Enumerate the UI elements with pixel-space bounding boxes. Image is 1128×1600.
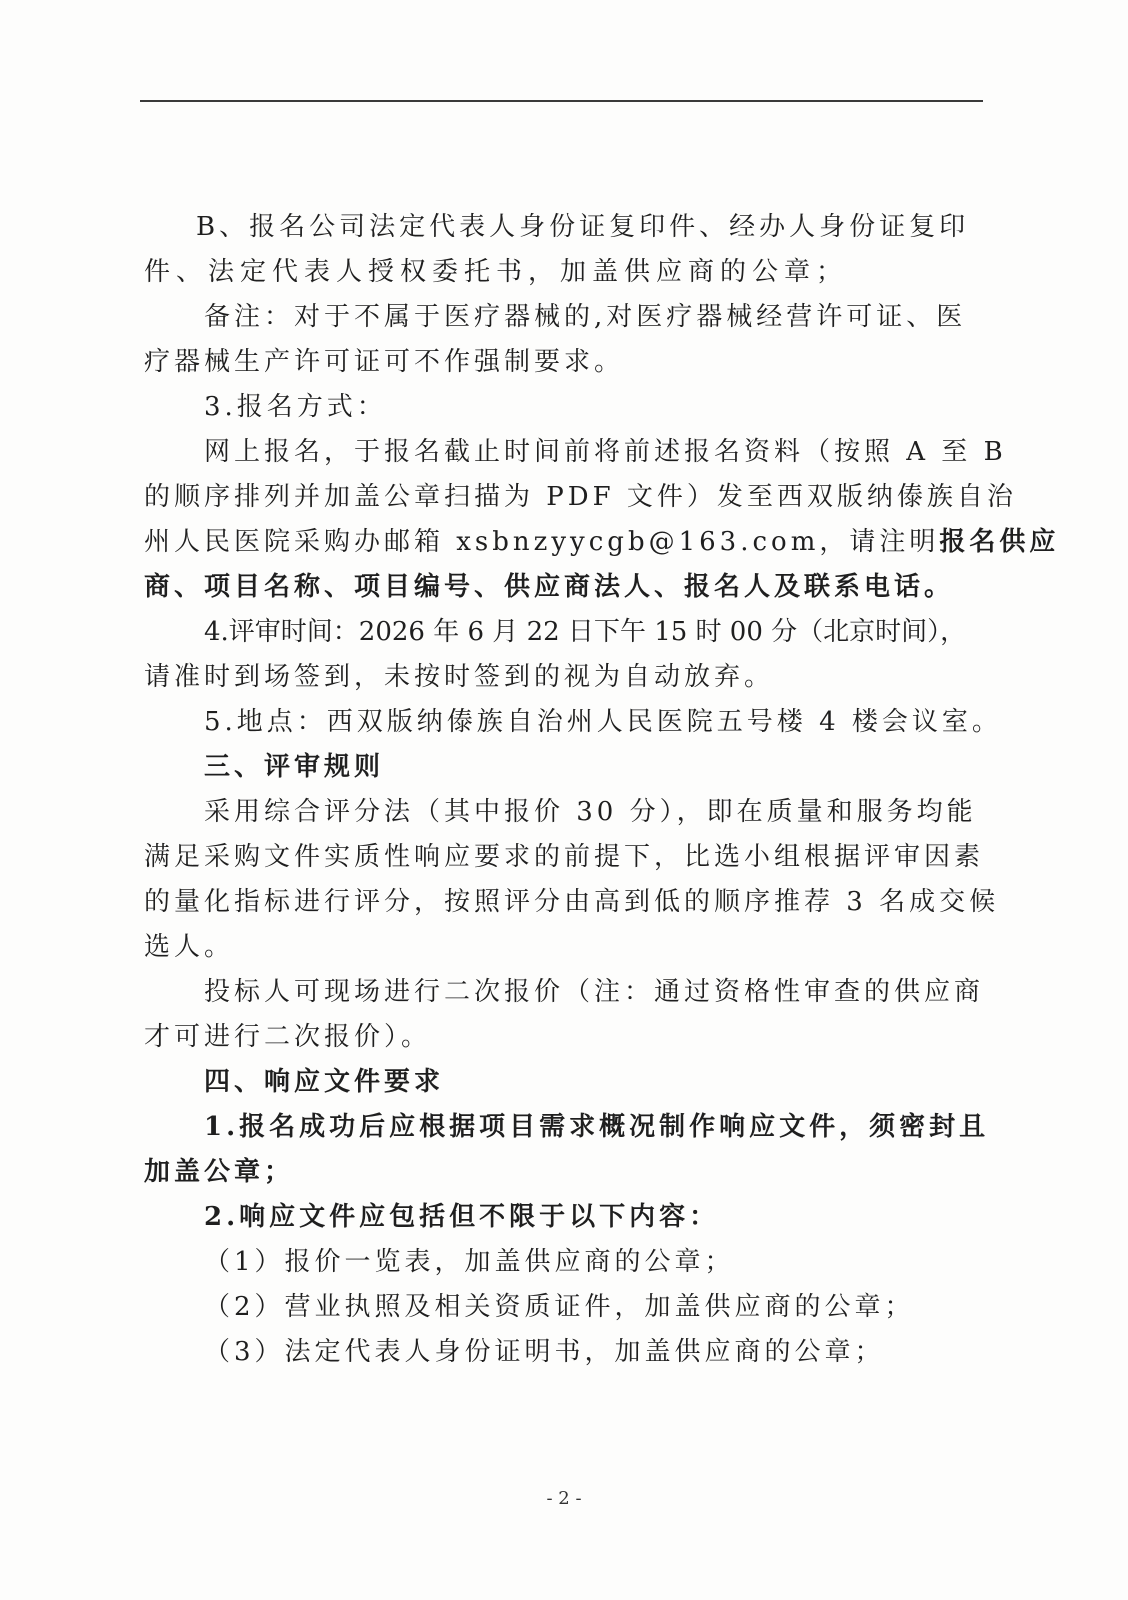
list-item: （1）报价一览表，加盖供应商的公章； [204,1247,735,1277]
text-segment: 州人民医院采购办邮箱 xsbnzyycgb@163.com，请注明 [144,527,940,557]
list-item: （2）营业执照及相关资质证件，加盖供应商的公章； [204,1292,915,1322]
text-line [144,520,1060,565]
text-line: 满足采购文件实质性响应要求的前提下，比选小组根据评审因素 [144,842,985,872]
text-line: 5.地点：西双版纳傣族自治州人民医院五号楼 4 楼会议室。 [204,707,1002,737]
text-line: 备注：对于不属于医疗器械的,对医疗器械经营许可证、医 [204,302,967,332]
section-heading: 四、响应文件要求 [204,1067,445,1097]
text-line: 采用综合评分法（其中报价 30 分），即在质量和服务均能 [204,797,977,827]
text-line: 件、法定代表人授权委托书，加盖供应商的公章； [144,257,849,287]
text-line-bold: 商、项目名称、项目编号、供应商法人、报名人及联系电话。 [144,572,955,602]
text-line: 请准时到场签到，未按时签到的视为自动放弃。 [144,662,775,692]
text-line: 才可进行二次报价）。 [144,1022,432,1052]
text-line: 投标人可现场进行二次报价（注：通过资格性审查的供应商 [204,977,985,1007]
text-line: B、报名公司法定代表人身份证复印件、经办人身份证复印 [196,212,970,242]
page-number: - 2 - [546,1488,582,1509]
text-line-bold: 1.报名成功后应根据项目需求概况制作响应文件，须密封且 [204,1112,990,1142]
text-line: 的量化指标进行评分，按照评分由高到低的顺序推荐 3 名成交候 [144,887,1000,917]
section-heading: 三、评审规则 [204,752,385,782]
text-segment-bold: 报名供应 [939,527,1060,557]
header-rule [140,100,983,102]
text-line: 的顺序排列并加盖公章扫描为 PDF 文件）发至西双版纳傣族自治 [144,482,1017,512]
text-line: 3.报名方式： [204,392,387,422]
document-body [144,205,1060,1375]
text-line: 疗器械生产许可证可不作强制要求。 [144,347,625,377]
text-line: 4.评审时间：2026 年 6 月 22 日下午 15 时 00 分（北京时间）， [204,617,967,647]
text-line: 选人。 [144,932,235,962]
text-line-bold: 2.响应文件应包括但不限于以下内容： [204,1202,720,1232]
list-item: （3）法定代表人身份证明书，加盖供应商的公章； [204,1337,885,1367]
text-line-bold: 加盖公章； [144,1157,295,1187]
text-line: 网上报名，于报名截止时间前将前述报名资料（按照 A 至 B [204,437,1007,467]
